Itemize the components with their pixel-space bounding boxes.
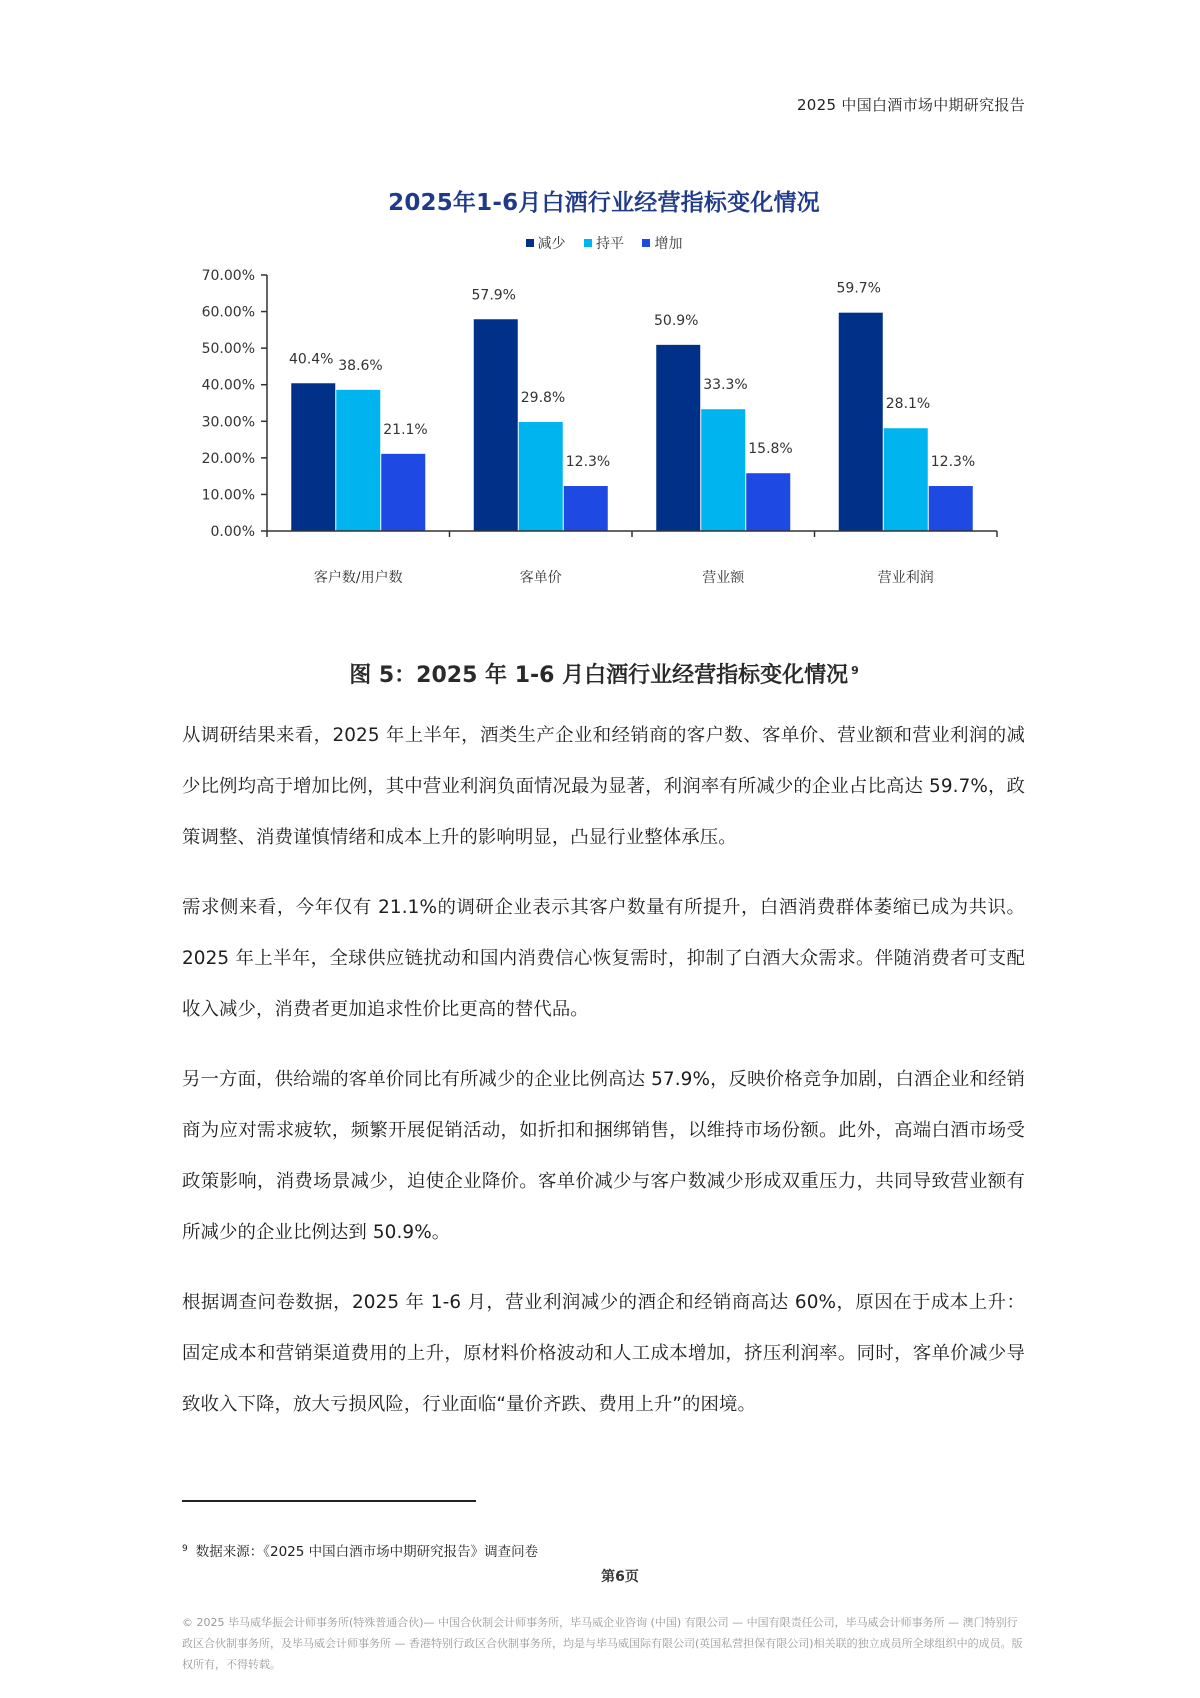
- category-label: 客户数/用户数: [313, 570, 403, 586]
- bar-flat: [336, 390, 380, 531]
- category-labels: [314, 569, 934, 586]
- category-label: 客单价: [519, 570, 562, 586]
- footnote-text: 数据来源：《2025 中国白酒市场中期研究报告》调查问卷: [195, 1544, 539, 1560]
- bar-value-label: 12.3%: [930, 454, 976, 471]
- y-tick-label: 60.00%: [201, 304, 255, 321]
- chart-title: 2025年1-6月白酒行业经营指标变化情况: [388, 190, 820, 216]
- legend-label: 持平: [596, 236, 624, 252]
- footnote-divider: [182, 1500, 476, 1502]
- bar-value-label: 38.6%: [338, 357, 383, 374]
- y-tick-label: 30.00%: [201, 414, 255, 431]
- bar-value-label: 28.1%: [885, 396, 931, 413]
- bar-decrease: [656, 345, 700, 531]
- copyright-notice: © 2025 毕马威华振会计师事务所(特殊普通合伙)— 中国合伙制会计师事务所，毕马威企业咨询 (中国) 有限公司 — 中国有限责任公司，毕马威会计师事务所 — 澳门特别行政区合伙制事务所，及毕马威会计师事务所 — 香港特别行政区合伙制事务所，均是与毕马威国际有限公司(英国私营担保有限公司)相关联的独立成员所全球组织中的成员。版权所有，不得转载。: [182, 1616, 1023, 1671]
- category-label: 营业额: [702, 570, 745, 586]
- figure-caption: [0, 658, 1200, 689]
- y-tick-label: 40.00%: [201, 377, 255, 394]
- bar-decrease: [839, 313, 883, 531]
- y-tick-label: 50.00%: [201, 341, 255, 358]
- bar-decrease: [291, 383, 335, 531]
- bar-value-label: 50.9%: [654, 312, 699, 329]
- bar-increase: [381, 454, 425, 531]
- legend-label: 减少: [537, 236, 566, 252]
- x-axis: [267, 531, 997, 537]
- bar-value-label: 40.4%: [289, 351, 334, 368]
- y-tick-label: 0.00%: [210, 524, 255, 540]
- y-tick-label: 20.00%: [201, 450, 255, 467]
- bar-increase: [564, 486, 608, 531]
- paragraph-4: 根据调查问卷数据，2025 年 1-6 月，营业利润减少的酒企和经销商高达 60%，原因在于成本上升：固定成本和营销渠道费用的上升，原材料价格波动和人工成本增加，挤压利润率。同时，客单价减少导致收入下降，放大亏损风险，行业面临“量价齐跌、费用上升”的困境。: [182, 1292, 1025, 1415]
- bar-flat: [519, 422, 563, 531]
- bar-chart: [0, 0, 1200, 600]
- bar-value-label: 21.1%: [383, 421, 428, 438]
- bar-increase: [746, 473, 790, 531]
- bar-value-label: 57.9%: [471, 287, 516, 304]
- category-label: 营业利润: [877, 570, 934, 586]
- bar-value-label: 29.8%: [520, 390, 566, 407]
- footnote-ref[interactable]: 9: [851, 663, 859, 677]
- legend-label: 增加: [654, 236, 683, 252]
- figure-caption-text: 图 5：2025 年 1-6 月白酒行业经营指标变化情况: [349, 663, 849, 688]
- running-header-title: 2025 中国白酒市场中期研究报告: [796, 96, 1025, 114]
- bar-value-label: 59.7%: [836, 280, 881, 297]
- bar-value-label: 12.3%: [565, 454, 611, 471]
- paragraph-3: 另一方面，供给端的客单价同比有所减少的企业比例高达 57.9%，反映价格竞争加剧，白酒企业和经销商为应对需求疲软，频繁开展促销活动，如折扣和捆绑销售，以维持市场份额。此外，高端白酒市场受政策影响，消费场景减少，迫使企业降价。客单价减少与客户数减少形成双重压力，共同导致营业额有所减少的企业比例达到 50.9%。: [182, 1069, 1025, 1243]
- y-axis: [202, 268, 267, 540]
- bar-value-label: 15.8%: [748, 441, 793, 458]
- bar-value-label: 33.3%: [703, 377, 748, 394]
- page-number: 第6页: [601, 1569, 639, 1585]
- paragraph-2: 需求侧来看，今年仅有 21.1%的调研企业表示其客户数量有所提升，白酒消费群体萎缩已成为共识。2025 年上半年，全球供应链扰动和国内消费信心恢复需时，抑制了白酒大众需求。伴随消费者可支配收入减少，消费者更加追求性价比更高的替代品。: [182, 897, 1025, 1020]
- bar-flat: [701, 409, 745, 531]
- bar-decrease: [474, 319, 518, 531]
- bar-increase: [929, 486, 973, 531]
- footnote: [182, 1540, 538, 1560]
- y-tick-label: 70.00%: [201, 268, 255, 284]
- footnote-number: 9: [182, 1543, 188, 1554]
- bar-flat: [884, 428, 928, 531]
- paragraph-1: 从调研结果来看，2025 年上半年，酒类生产企业和经销商的客户数、客单价、营业额和营业利润的减少比例均高于增加比例，其中营业利润负面情况最为显著，利润率有所减少的企业占比高达 59.7%，政策调整、消费谨慎情绪和成本上升的影响明显，凸显行业整体承压。: [182, 725, 1025, 848]
- y-tick-label: 10.00%: [201, 487, 255, 504]
